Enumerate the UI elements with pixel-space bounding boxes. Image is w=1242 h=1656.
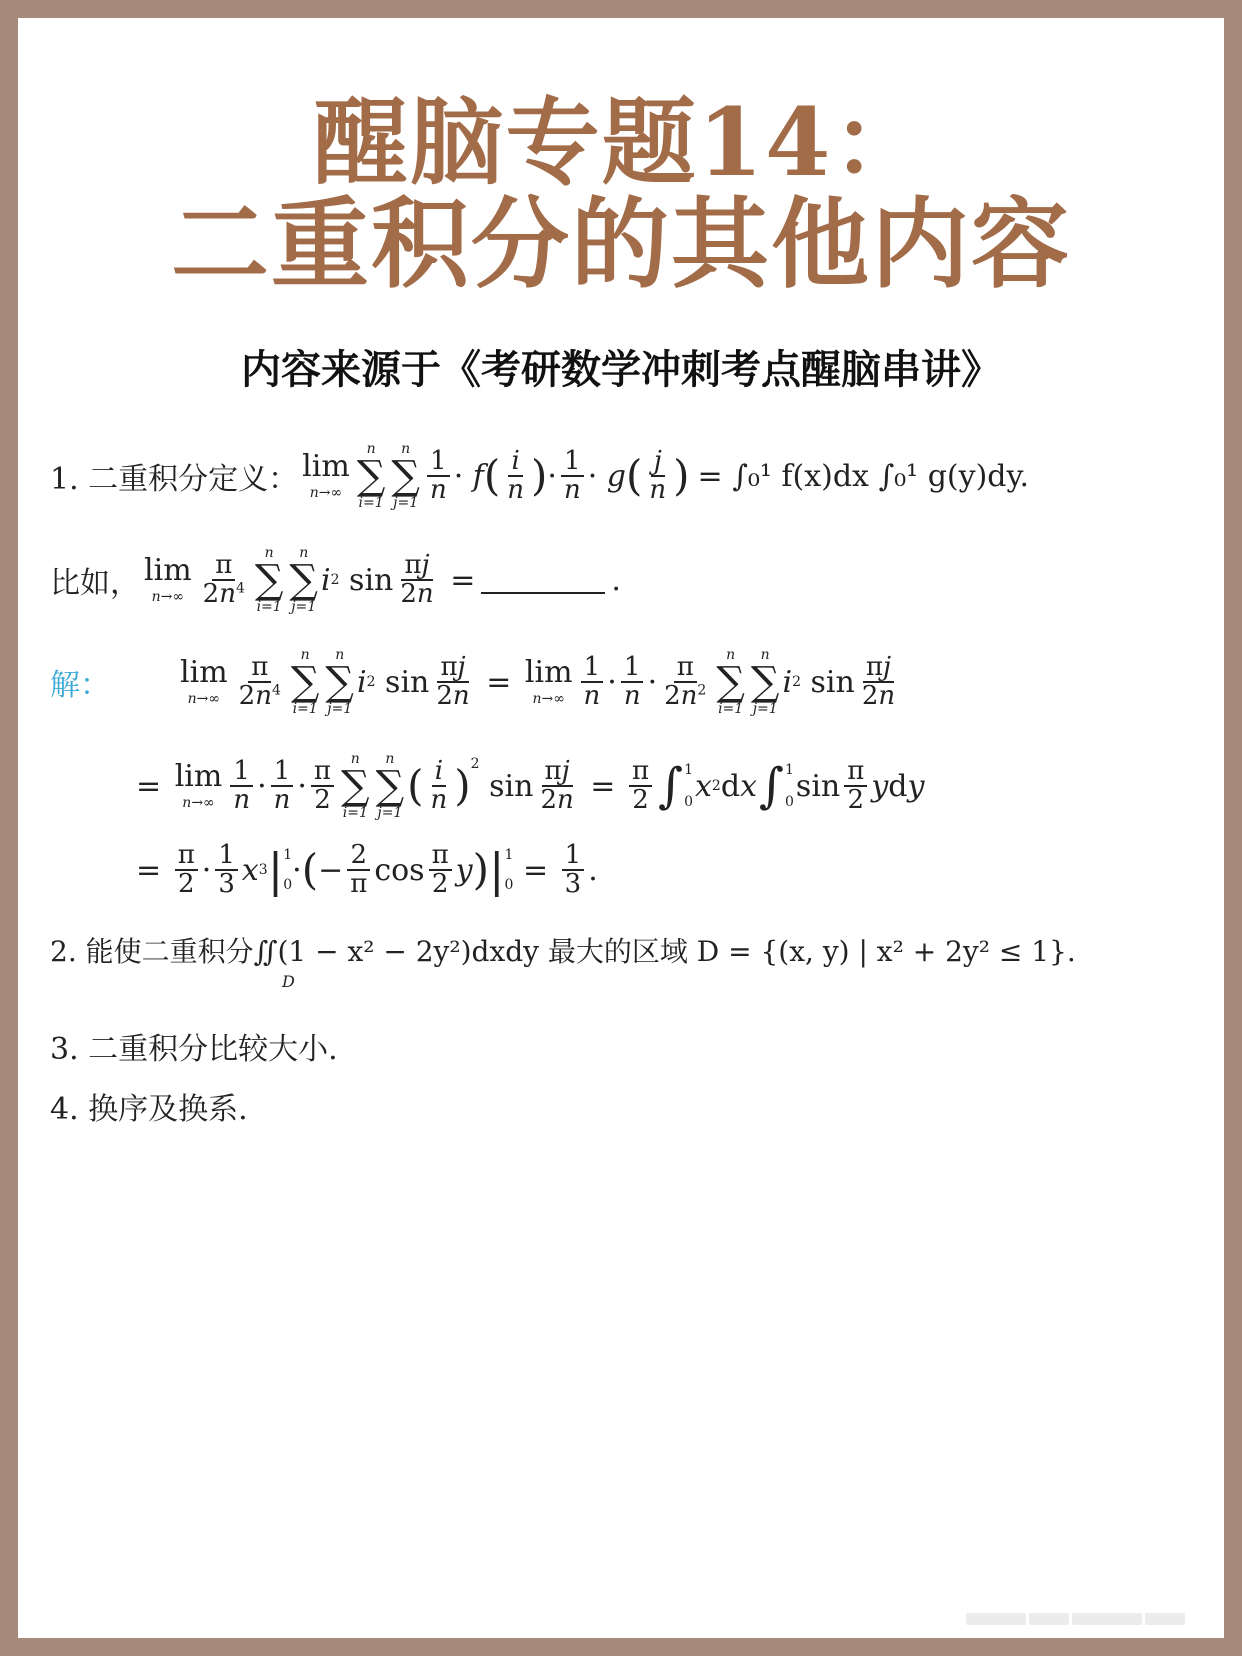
item-4-text: 4. 换序及换系. bbox=[50, 1092, 248, 1127]
example-label: 比如， bbox=[50, 566, 140, 601]
solve-label: 解： bbox=[50, 668, 110, 703]
item-1-label: 1. 二重积分定义： bbox=[50, 462, 299, 497]
limit-operator: lim n→∞ bbox=[302, 449, 350, 501]
fraction-j-n: $\frac{j}{n}$ bbox=[649, 445, 667, 505]
fraction-1-3: $\frac{1}{3}$ bbox=[215, 842, 238, 899]
fraction-1-n: $\frac{1}{n}$ bbox=[230, 758, 253, 815]
fraction-1-n: $\frac{1}{n}$ bbox=[621, 654, 644, 711]
fraction-1-n: $\frac{1}{n}$ bbox=[561, 448, 584, 505]
example-row: 比如， lim n→∞ $\frac{\pi}{2n^4}$ n ∑ i=1 n ∑ j=1 i 2 sin $\frac{\pi j}{2n}$ = . bbox=[50, 545, 621, 615]
fraction-i-n: $\frac{i}{n}$ bbox=[507, 445, 525, 505]
item-2-text: 2. 能使二重积分∬(1 − x² − 2y²)dxdy 最大的区域 D = {(x, y) | x² + 2y² ≤ 1}. bbox=[50, 935, 1076, 968]
item-4 bbox=[50, 1084, 248, 1128]
integral-0-1: ∫ 1 0 bbox=[658, 758, 693, 814]
limit-operator: lim n→∞ bbox=[180, 655, 228, 707]
solution-line-1: 解： lim n→∞ $\frac{\pi}{2n^4}$ n ∑ i=1 n ∑ j=1 i 2 sin $\frac{\pi j}{2n}$ = lim n→∞ $\frac{1}{n}$ · $\frac{1}{n}$ · $\frac{\pi}{2n^2}$ n ∑ i=1 n ∑ j=1 i 2 sin $\frac{\pi j}{2n}$ bbox=[50, 648, 902, 716]
watermark-strip bbox=[966, 1610, 1196, 1624]
fraction-pij-2n: $\frac{\pi j}{2n}$ bbox=[400, 549, 434, 609]
sum-i: n ∑ i=1 bbox=[716, 647, 745, 717]
answer-blank bbox=[481, 566, 605, 594]
fraction-pi-2: $\frac{\pi}{2}$ bbox=[844, 758, 867, 815]
fraction-2-pi: $\frac{2}{\pi}$ bbox=[347, 842, 370, 899]
fraction-1-n: $\frac{1}{n}$ bbox=[427, 448, 450, 505]
fraction-1-3: $\frac{1}{3}$ bbox=[562, 842, 585, 899]
fraction-pij-2n: $\frac{\pi j}{2n}$ bbox=[436, 651, 470, 711]
item-3 bbox=[50, 1024, 338, 1068]
limit-operator: lim n→∞ bbox=[144, 553, 192, 605]
title-line-1: 醒脑专题14： bbox=[313, 88, 929, 198]
solution-line-3: = $\frac{\pi}{2}$ · $\frac{1}{3}$ x 3 | 1 0 · ( − $\frac{2}{\pi}$ cos $\frac{\pi}{2}$ y ) | 1 0 = $\frac{1}{3}$ . bbox=[136, 840, 598, 900]
solution-line-2: = lim n→∞ $\frac{1}{n}$ · $\frac{1}{n}$ · $\frac{\pi}{2}$ n ∑ i=1 n ∑ j=1 ( $\frac{i}{n}$ ) $^2$ sin $\frac{\pi j}{2n}$ = $\frac{\pi}{2}$ ∫ 1 0 x 2 dx ∫ 1 0 sin $\frac{\pi}{2}$ y dy bbox=[136, 751, 925, 821]
integral-0-1: ∫ 1 0 bbox=[758, 758, 794, 814]
document-page bbox=[18, 18, 1224, 1638]
item-2 bbox=[50, 930, 1076, 991]
sum-i: n ∑ i=1 bbox=[290, 647, 320, 717]
fraction-pi-2: $\frac{\pi}{2}$ bbox=[175, 842, 198, 899]
item-3-text: 3. 二重积分比较大小. bbox=[50, 1032, 338, 1067]
item-2-region-subscript: D bbox=[282, 972, 295, 991]
subtitle: 内容来源于《考研数学冲刺考点醒脑串讲》 bbox=[241, 347, 1001, 393]
sum-j: n ∑ j=1 bbox=[391, 441, 420, 511]
item-1-tail: = ∫₀¹ f(x)dx ∫₀¹ g(y)dy. bbox=[697, 458, 1029, 494]
sum-j: n ∑ j=1 bbox=[289, 545, 318, 615]
title-line-2: 二重积分的其他内容 bbox=[170, 187, 1071, 302]
evaluation-bar: | 1 0 bbox=[489, 843, 514, 898]
fraction-pij-2n: $\frac{\pi j}{2n}$ bbox=[861, 651, 896, 711]
evaluation-bar: | 1 0 bbox=[267, 843, 293, 898]
fraction-pi-2n4: $\frac{\pi}{2n^4}$ bbox=[202, 549, 245, 609]
limit-operator: lim n→∞ bbox=[524, 655, 573, 707]
sum-i: n ∑ i=1 bbox=[341, 751, 370, 821]
fraction-pi-2n4: $\frac{\pi}{2n^4}$ bbox=[238, 651, 281, 711]
fraction-1-n: $\frac{1}{n}$ bbox=[271, 758, 294, 815]
fraction-1-n: $\frac{1}{n}$ bbox=[581, 654, 604, 711]
fraction-pi-2: $\frac{\pi}{2}$ bbox=[429, 842, 452, 899]
fraction-i-n: $\frac{i}{n}$ bbox=[430, 755, 448, 815]
sum-i: n ∑ i=1 bbox=[254, 545, 284, 615]
fraction-pi-2: $\frac{\pi}{2}$ bbox=[311, 758, 334, 815]
sum-j: n ∑ j=1 bbox=[325, 647, 354, 717]
sum-j: n ∑ j=1 bbox=[375, 751, 405, 821]
sum-i: n ∑ i=1 bbox=[356, 441, 386, 511]
item-1-definition: 1. 二重积分定义： lim n→∞ n ∑ i=1 n ∑ j=1 $\frac{1}{n}$ · f ( $\frac{i}{n}$ ) · $\frac{1}{n}$ · g ( $\frac{j}{n}$ ) = ∫₀¹ f(x)dx ∫₀¹ g(y)dy. bbox=[50, 441, 1029, 511]
fraction-pi-2n2: $\frac{\pi}{2n^2}$ bbox=[664, 651, 707, 711]
fraction-pi-2: $\frac{\pi}{2}$ bbox=[629, 758, 652, 815]
sum-j: n ∑ j=1 bbox=[750, 647, 780, 717]
fraction-pij-2n: $\frac{\pi j}{2n}$ bbox=[540, 755, 574, 815]
limit-operator: lim n→∞ bbox=[174, 759, 223, 811]
